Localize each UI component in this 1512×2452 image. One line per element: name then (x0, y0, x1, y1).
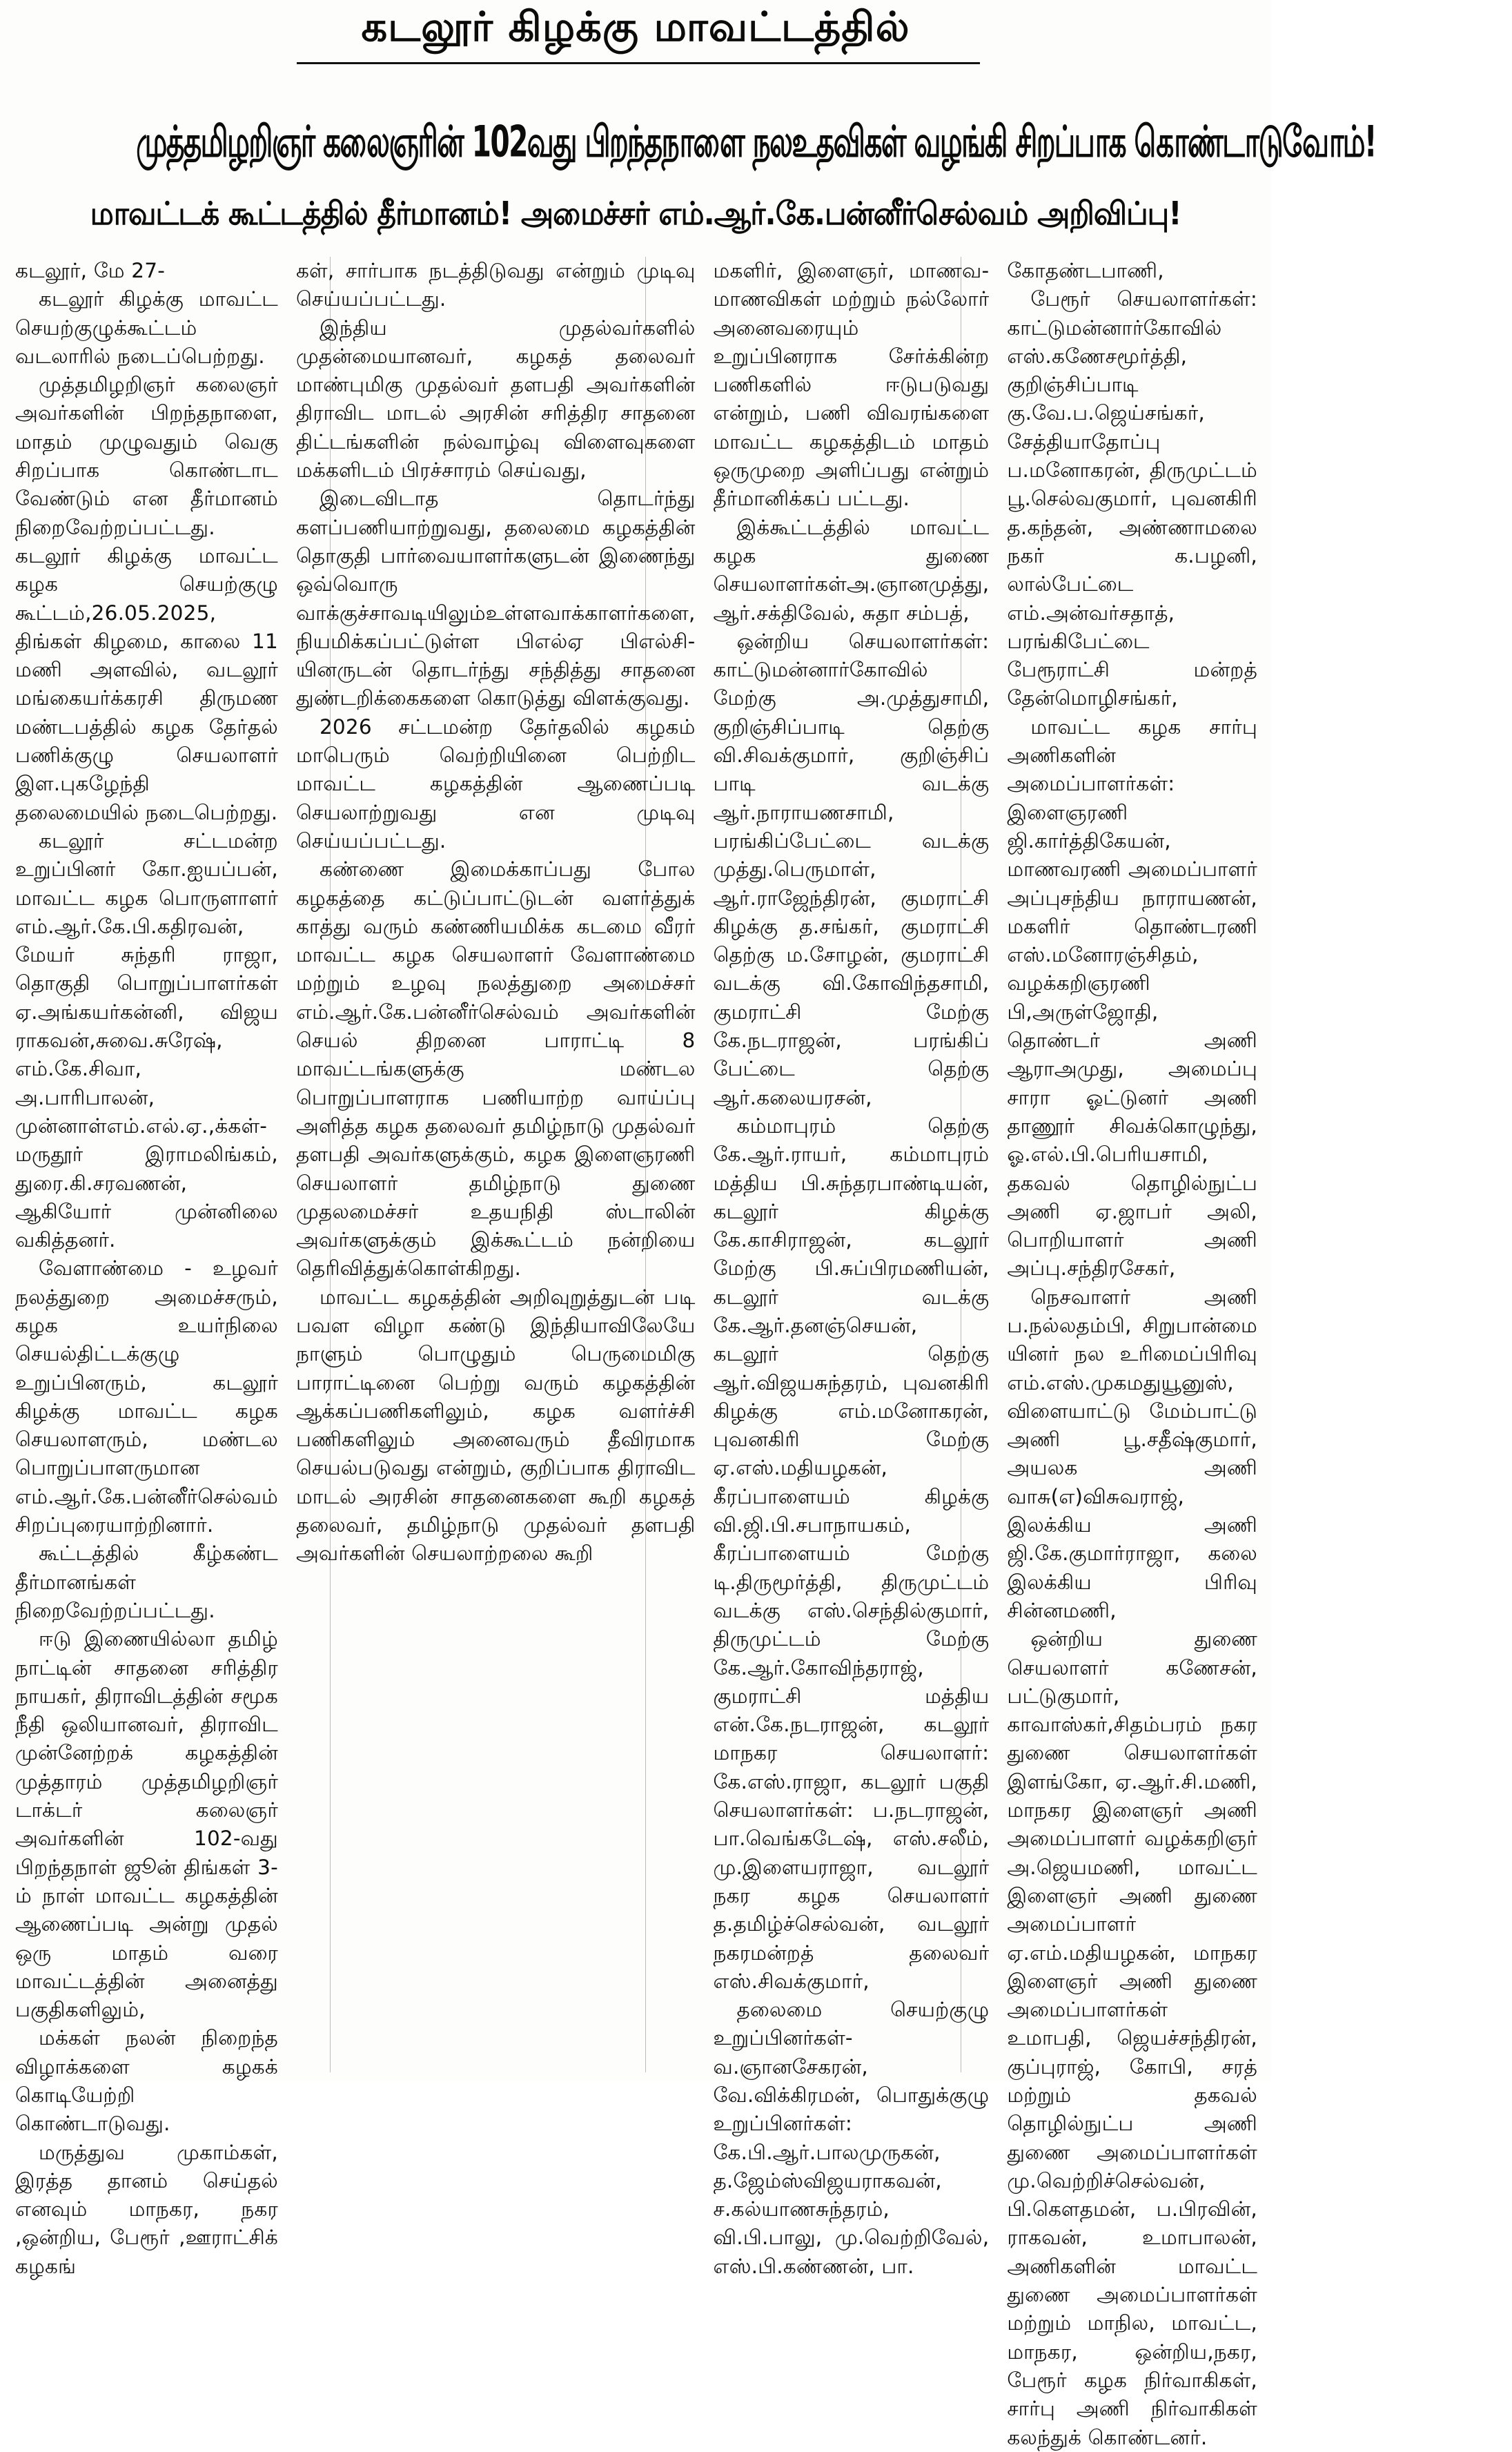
article-paragraph: கடலூர் சட்டமன்ற உறுப்பினர் கோ.ஐயப்பன், மாவட்ட கழக பொருளாளர் எம்.ஆர்.கே.பி.கதிரவன், மேயர் சுந்தரி ராஜா, தொகுதி பொறுப்பாளர்கள் ஏ.அங்கயர்கன்னி, விஜய ராகவன்,சுவை.சுரேஷ், எம்.கே.சிவா, அ.பாரிபாலன், முன்னாள்எம்.எல்.ஏ.,க்கள்- மருதூர் இராமலிங்கம், துரை.கி.சரவணன், ஆகியோர் முன்னிலை வகித்தனர். (15, 828, 278, 1252)
article-paragraph: மாவட்ட கழக சார்பு அணிகளின் அமைப்பாளர்கள்: இளைஞரணி ஜி.கார்த்திகேயன், மாணவரணி அமைப்பாளர் அப்புசந்திய நாராயணன், மகளிர் தொண்டரணி எஸ்.மனோரஞ்சிதம், வழக்கறிஞரணி பி,அருள்ஜோதி, தொண்டர் அணி ஆராஅமுது, அமைப்பு சாரா ஓட்டுனர் அணி தாணூர் சிவக்கொழுந்து, ஓ.எல்.பி.பெரியசாமி, தகவல் தொழில்நுட்ப அணி ஏ.ஜாபர் அலி, பொறியாளர் அணி அப்பு.சந்திரசேகர், (1007, 714, 1257, 1281)
article-paragraph: கம்மாபுரம் தெற்கு கே.ஆர்.ராயர், கம்மாபுரம் மத்திய பி.சுந்தரபாண்டியன், கடலூர் கிழக்கு கே.காசிராஜன், கடலூர் மேற்கு பி.சுப்பிரமணியன், கடலூர் வடக்கு கே.ஆர்.தனஞ்செயன், கடலூர் தெற்கு ஆர்.விஜயசுந்தரம், புவனகிரி கிழக்கு எம்.மனோகரன், புவனகிரி மேற்கு ஏ.எஸ்.மதியழகன், கீரப்பாளையம் கிழக்கு வி.ஜி.பி.சபாநாயகம், கீரப்பாளையம் மேற்கு டி.திருமூர்த்தி, திருமுட்டம் வடக்கு எஸ்.செந்தில்குமார், திருமுட்டம் மேற்கு கே.ஆர்.கோவிந்தராஜ், குமராட்சி மத்திய என்.கே.நடராஜன், கடலூர் மாநகர செயலாளர்: கே.எஸ்.ராஜா, கடலூர் பகுதி செயலாளர்கள்: ப.நடராஜன், பா.வெங்கடேஷ், எஸ்.சலீம், மு.இளையராஜா, வடலூர் நகர கழக செயலாளர் த.தமிழ்ச்செல்வன், வடலூர் நகரமன்றத் தலைவர் எஸ்.சிவக்குமார், (713, 1113, 990, 1993)
sub-headline (0, 195, 1271, 237)
main-headline-text: முத்தமிழறிஞர் கலைஞரின் 102வது பிறந்தநாளை நலஉதவிகள் வழங்கி சிறப்பாக கொண்டாடுவோம்! (136, 116, 1376, 167)
article-paragraph: பேரூர் செயலாளர்கள்: காட்டுமன்னார்கோவில் எஸ்.கணேசமூர்த்தி, குறிஞ்சிப்பாடி கு.வே.ப.ஜெய்சங்கர், சேத்தியாதோப்பு ப.மனோகரன், திருமுட்டம் பூ.செல்வகுமார், புவனகிரி த.கந்தன், அண்ணாமலை நகர் க.பழனி, லால்பேட்டை எம்.அன்வர்சதாத், பரங்கிபேட்டை பேரூராட்சி மன்றத் தேன்மொழிசங்கர், (1007, 287, 1257, 710)
article-paragraph: மக்கள் நலன் நிறைந்த விழாக்களை கழகக் கொடியேற்றி கொண்டாடுவது. (15, 2026, 278, 2136)
article-paragraph: வேளாண்மை - உழவர் நலத்துறை அமைச்சரும், கழக உயர்நிலை செயல்திட்டக்குழு உறுப்பினரும், கடலூர் கிழக்கு மாவட்ட கழக செயலாளரும், மண்டல பொறுப்பாளருமான எம்.ஆர்.கே.பன்னீர்செல்வம் சிறப்புரையாற்றினார். (15, 1256, 278, 1537)
article-column-4 (1007, 257, 1257, 2452)
article-paragraph: தலைமை செயற்குழு உறுப்பினர்கள்- வ.ஞானசேகரன், வே.விக்கிரமன், பொதுக்குழு உறுப்பினர்கள்: கே.பி.ஆர்.பாலமுருகன், த.ஜேம்ஸ்விஜயராகவன், ச.கல்யாணசுந்தரம், வி.பி.பாலு, மு.வெற்றிவேல், எஸ்.பி.கண்ணன், பா. (713, 1998, 990, 2278)
article-paragraph: கூட்டத்தில் கீழ்கண்ட தீர்மானங்கள் நிறைவேற்றப்பட்டது. (15, 1541, 278, 1622)
article-body (15, 257, 1257, 2449)
article-paragraph: இந்திய முதல்வர்களில் முதன்மையானவர், கழகத் தலைவர் மாண்புமிகு முதல்வர் தளபதி அவர்களின் திராவிட மாடல் அரசின் சரித்திர சாதனை திட்டங்களின் நல்வாழ்வு விளைவுகளை மக்களிடம் பிரச்சாரம் செய்வது, (295, 315, 696, 483)
article-paragraph: கடலூர் கிழக்கு மாவட்ட செயற்குழுக்கூட்டம் வடலாரில் நடைப்பெற்றது. (15, 287, 278, 368)
article-paragraph: நெசவாளர் அணி ப.நல்லதம்பி, சிறுபான்மை யினர் நல உரிமைப்பிரிவு எம்.எஸ்.முகமதுயூனுஸ், விளையாட்டு மேம்பாட்டு அணி பூ.சதீஷ்குமார், அயலக அணி வாசு(எ)விசுவராஜ், இலக்கிய அணி ஜி.கே.குமார்ராஜா, கலை இலக்கிய பிரிவு சின்னமணி, (1007, 1285, 1257, 1622)
kicker-headline: கடலூர் கிழக்கு மாவட்டத்தில் (361, 3, 910, 50)
sub-headline-text: மாவட்டக் கூட்டத்தில் தீர்மானம்! அமைச்சர் எம்.ஆர்.கே.பன்னீர்செல்வம் அறிவிப்பு! (90, 195, 1181, 232)
kicker-underline (297, 62, 980, 64)
article-column-2 (296, 257, 696, 2452)
article-column-3 (714, 257, 990, 2452)
article-paragraph: மருத்துவ முகாம்கள், இரத்த தானம் செய்தல் எனவும் மாநகர, நகர ,ஒன்றிய, பேரூர் ,ஊராட்சிக் கழகங் (15, 2140, 278, 2278)
article-paragraph: இடைவிடாத தொடர்ந்து களப்பணியாற்றுவது, தலைமை கழகத்தின் தொகுதி பார்வையாளர்களுடன் இணைந்து ஒவ்வொரு வாக்குச்சாவடியிலும்உள்ளவாக்காளர்களை, நியமிக்கப்பட்டுள்ள பிஎல்ஏ பிஎல்சி- யினருடன் தொடர்ந்து சந்தித்து சாதனை துண்டறிக்கைகளை கொடுத்து விளக்குவது. (295, 487, 696, 710)
article-paragraph: கண்ணை இமைக்காப்பது போல கழகத்தை கட்டுப்பாட்டுடன் வளர்த்துக் காத்து வரும் கண்ணியமிக்க கடமை வீரர் மாவட்ட கழக செயலாளர் வேளாண்மை மற்றும் உழவு நலத்துறை அமைச்சர் எம்.ஆர்.கே.பன்னீர்செல்வம் அவர்களின் செயல் திறனை பாராட்டி 8 மாவட்டங்களுக்கு மண்டல பொறுப்பாளராக பணியாற்ற வாய்ப்பு அளித்த கழக தலைவர் தமிழ்நாடு முதல்வர் தளபதி அவர்களுக்கும், கழக இளைஞரணி செயலாளர் தமிழ்நாடு துணை முதலமைச்சர் உதயநிதி ஸ்டாலின் அவர்களுக்கும் இக்கூட்டம் நன்றியை தெரிவித்துக்கொள்கிறது. (295, 857, 696, 1281)
article-paragraph: முத்தமிழறிஞர் கலைஞர் அவர்களின் பிறந்தநாளை, மாதம் முழுவதும் வெகு சிறப்பாக கொண்டாட வேண்டும் என தீர்மானம் நிறைவேற்றப்பட்டது. கடலூர் கிழக்கு மாவட்ட கழக செயற்குழு கூட்டம்,26.05.2025, திங்கள் கிழமை, காலை 11 மணி அளவில், வடலூர் மங்கையர்க்கரசி திருமண மண்டபத்தில் கழக தேர்தல் பணிக்குழு செயலாளர் இள.புகழேந்தி தலைமையில் நடைபெற்றது. (15, 373, 278, 824)
article-paragraph: ஒன்றிய செயலாளர்கள்: காட்டுமன்னார்கோவில் மேற்கு அ.முத்துசாமி, குறிஞ்சிப்பாடி தெற்கு வி.சிவக்குமார், குறிஞ்சிப் பாடி வடக்கு ஆர்.நாராயணசாமி, பரங்கிப்பேட்டை வடக்கு முத்து.பெருமாள், ஆர்.ராஜேந்திரன், குமராட்சி கிழக்கு த.சங்கர், குமராட்சி தெற்கு ம.சோழன், குமராட்சி வடக்கு வி.கோவிந்தசாமி, குமராட்சி மேற்கு கே.நடராஜன், பரங்கிப் பேட்டை தெற்கு ஆர்.கலையரசன், (713, 629, 990, 1109)
main-headline (0, 104, 1376, 179)
article-paragraph: 2026 சட்டமன்ற தேர்தலில் கழகம் மாபெரும் வெற்றியினை பெற்றிட மாவட்ட கழகத்தின் ஆணைப்படி செயலாற்றுவது என முடிவு செய்யப்பட்டது. (295, 714, 696, 853)
article-paragraph: மாவட்ட கழகத்தின் அறிவுறுத்துடன் படி பவள விழா கண்டு இந்தியாவிலேயே நாளும் பொழுதும் பெருமைமிகு பாராட்டினை பெற்று வரும் கழகத்தின் ஆக்கப்பணிகளிலும், கழக வளர்ச்சி பணிகளிலும் அனைவரும் தீவிரமாக செயல்படுவது என்றும், குறிப்பாக திராவிட மாடல் அரசின் சாதனைகளை கூறி கழகத் தலைவர், தமிழ்நாடு முதல்வர் தளபதி அவர்களின் செயலாற்றலை கூறி (295, 1285, 696, 1566)
article-column-1 (15, 257, 278, 2452)
article-paragraph: கோதண்டபாணி, (1007, 259, 1164, 282)
article-paragraph: கள், சார்பாக நடத்திடுவது என்றும் முடிவு செய்யப்பட்டது. (295, 259, 696, 311)
article-paragraph: இக்கூட்டத்தில் மாவட்ட கழக துணை செயலாளர்கள்அ.ஞானமுத்து, ஆர்.சக்திவேல், சுதா சம்பத், (713, 515, 990, 625)
article-paragraph: கடலூர், மே 27- (15, 259, 166, 282)
article-paragraph: ஈடு இணையில்லா தமிழ் நாட்டின் சாதனை சரித்திர நாயகர், திராவிடத்தின் சமூக நீதி ஒலியானவர், திராவிட முன்னேற்றக் கழகத்தின் முத்தாரம் முத்தமிழறிஞர் டாக்டர் கலைஞர் அவர்களின் 102-வது பிறந்தநாள் ஜூன் திங்கள் 3-ம் நாள் மாவட்ட கழகத்தின் ஆணைப்படி அன்று முதல் ஒரு மாதம் வரை மாவட்டத்தின் அனைத்து பகுதிகளிலும், (15, 1627, 278, 2022)
article-paragraph: மகளிர், இளைஞர், மாணவ-மாணவிகள் மற்றும் நல்லோர் அனைவரையும் உறுப்பினராக சேர்க்கின்ற பணிகளில் ஈடுபடுவது என்றும், பணி விவரங்களை மாவட்ட கழகத்திடம் மாதம் ஒருமுறை அளிப்பது என்றும் தீர்மானிக்கப் பட்டது. (713, 259, 990, 511)
article-paragraph: ஒன்றிய துணை செயலாளர் கணேசன், பட்டுகுமார், காவாஸ்கர்,சிதம்பரம் நகர துணை செயலாளர்கள் இளங்கோ, ஏ.ஆர்.சி.மணி, மாநகர இளைஞர் அணி அமைப்பாளர் வழக்கறிஞர் அ.ஜெயமணி, மாவட்ட இளைஞர் அணி துணை அமைப்பாளர் ஏ.எம்.மதியழகன், மாநகர இளைஞர் அணி துணை அமைப்பாளர்கள் உமாபதி, ஜெயச்சந்திரன், குப்புராஜ், கோபி, சரத் மற்றும் தகவல் தொழில்நுட்ப அணி துணை அமைப்பாளர்கள் மு.வெற்றிச்செல்வன், பி.கௌதமன், ப.பிரவின், ராகவன், உமாபாலன், அணிகளின் மாவட்ட துணை அமைப்பாளர்கள் மற்றும் மாநில, மாவட்ட, மாநகர, ஒன்றிய,நகர, பேரூர் கழக நிர்வாகிகள், சார்பு அணி நிர்வாகிகள் கலந்துக் கொண்டனர். (1007, 1627, 1257, 2449)
